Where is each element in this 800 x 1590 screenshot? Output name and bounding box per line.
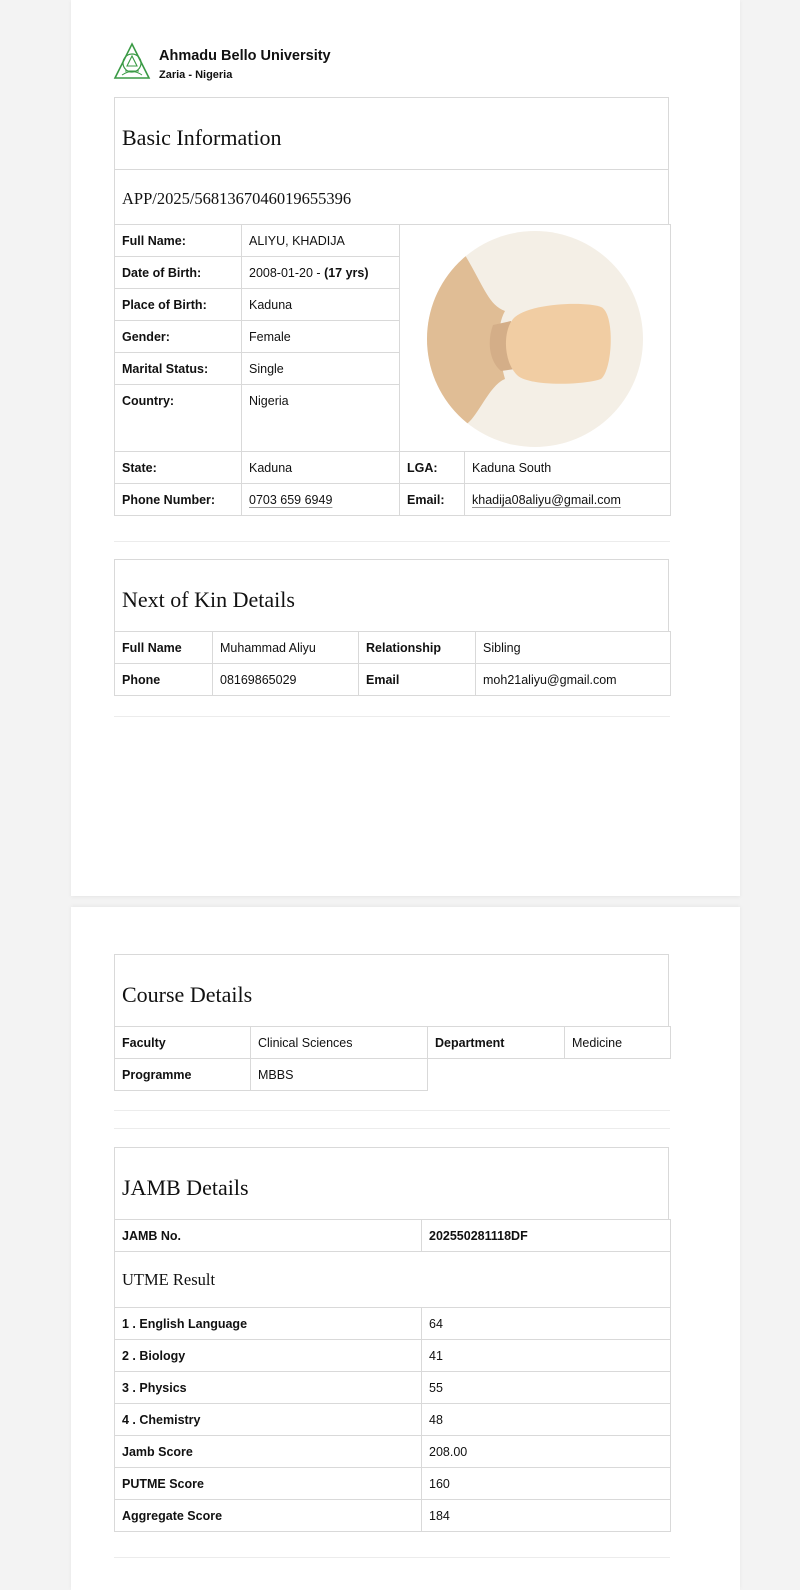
application-number: APP/2025/5681367046019655396 (122, 189, 352, 208)
field-value: 202550281118DF (422, 1220, 671, 1252)
field-label: Programme (115, 1059, 251, 1091)
basic-info-header (114, 97, 669, 170)
field-value: Single (242, 353, 400, 385)
field-label: Date of Birth: (115, 257, 242, 289)
table-row (115, 1436, 671, 1468)
field-label: Place of Birth: (115, 289, 242, 321)
field-value: Kaduna South (465, 452, 671, 484)
header (113, 40, 513, 84)
table-row (115, 1340, 671, 1372)
age-value: (17 yrs) (324, 265, 369, 280)
field-value: Medicine (565, 1027, 671, 1059)
divider (114, 1557, 670, 1558)
field-label: Gender: (115, 321, 242, 353)
avatar (425, 229, 645, 451)
table-row (115, 1468, 671, 1500)
field-label: Country: (115, 385, 242, 452)
section-title: Course Details (122, 982, 253, 1007)
field-label: Phone Number: (115, 484, 242, 516)
course-header (114, 954, 669, 1027)
field-label: Email (359, 664, 476, 696)
field-value: moh21aliyu@gmail.com (476, 664, 671, 696)
table-row (115, 1027, 671, 1059)
field-value: Female (242, 321, 400, 353)
field-value: MBBS (251, 1059, 428, 1091)
field-value: Kaduna (242, 289, 400, 321)
field-value (242, 484, 400, 516)
table-row (115, 1404, 671, 1436)
table-row (115, 1500, 671, 1532)
application-number-row (114, 169, 669, 225)
field-value: 184 (422, 1500, 671, 1532)
table-row (115, 1372, 671, 1404)
field-label: Aggregate Score (115, 1500, 422, 1532)
table-row (115, 452, 671, 484)
university-logo-icon (113, 42, 151, 80)
field-value: 08169865029 (213, 664, 359, 696)
field-label: Jamb Score (115, 1436, 422, 1468)
field-value (242, 257, 400, 289)
photo-cell (400, 225, 671, 452)
field-label: JAMB No. (115, 1220, 422, 1252)
field-label: State: (115, 452, 242, 484)
field-label: LGA: (400, 452, 465, 484)
university-location: Zaria - Nigeria (159, 69, 233, 81)
email-link[interactable]: khadija08aliyu@gmail.com (472, 492, 621, 507)
field-label: Full Name (115, 632, 213, 664)
field-label: Relationship (359, 632, 476, 664)
table-row (115, 1252, 671, 1308)
table-row (115, 632, 671, 664)
kin-table (114, 631, 671, 696)
field-value: Kaduna (242, 452, 400, 484)
field-label: 1 . English Language (115, 1308, 422, 1340)
university-name: Ahmadu Bello University (159, 48, 331, 64)
field-label: Email: (400, 484, 465, 516)
divider (114, 1128, 670, 1129)
page-1 (71, 0, 740, 896)
section-title: Next of Kin Details (122, 587, 295, 612)
table-row (115, 1220, 671, 1252)
field-value: 160 (422, 1468, 671, 1500)
field-value: 48 (422, 1404, 671, 1436)
field-value: 55 (422, 1372, 671, 1404)
field-label: Phone (115, 664, 213, 696)
table-row (115, 664, 671, 696)
divider (114, 541, 670, 542)
field-value: Clinical Sciences (251, 1027, 428, 1059)
jamb-header (114, 1147, 669, 1220)
table-row (115, 225, 671, 257)
field-label: 4 . Chemistry (115, 1404, 422, 1436)
field-value: ALIYU, KHADIJA (242, 225, 400, 257)
field-value: Nigeria (242, 385, 400, 452)
field-label: Department (428, 1027, 565, 1059)
field-label: 2 . Biology (115, 1340, 422, 1372)
table-row (115, 1308, 671, 1340)
field-value: Sibling (476, 632, 671, 664)
field-label: Full Name: (115, 225, 242, 257)
table-row (115, 484, 671, 516)
phone-link[interactable]: 0703 659 6949 (249, 492, 333, 507)
field-value: 64 (422, 1308, 671, 1340)
section-title: JAMB Details (122, 1175, 249, 1200)
utme-title: UTME Result (115, 1252, 671, 1308)
field-value: Muhammad Aliyu (213, 632, 359, 664)
jamb-table (114, 1219, 671, 1532)
field-value: 208.00 (422, 1436, 671, 1468)
field-value (465, 484, 671, 516)
section-title: Basic Information (122, 125, 282, 150)
field-label: Marital Status: (115, 353, 242, 385)
field-value: 41 (422, 1340, 671, 1372)
course-table (114, 1026, 671, 1091)
page-2 (71, 907, 740, 1590)
divider (114, 1110, 670, 1111)
field-label: PUTME Score (115, 1468, 422, 1500)
basic-info-table (114, 224, 671, 516)
dob-value: 2008-01-20 - (249, 265, 325, 280)
field-label: 3 . Physics (115, 1372, 422, 1404)
field-label: Faculty (115, 1027, 251, 1059)
table-row (115, 1059, 671, 1091)
kin-header (114, 559, 669, 632)
divider (114, 716, 670, 717)
